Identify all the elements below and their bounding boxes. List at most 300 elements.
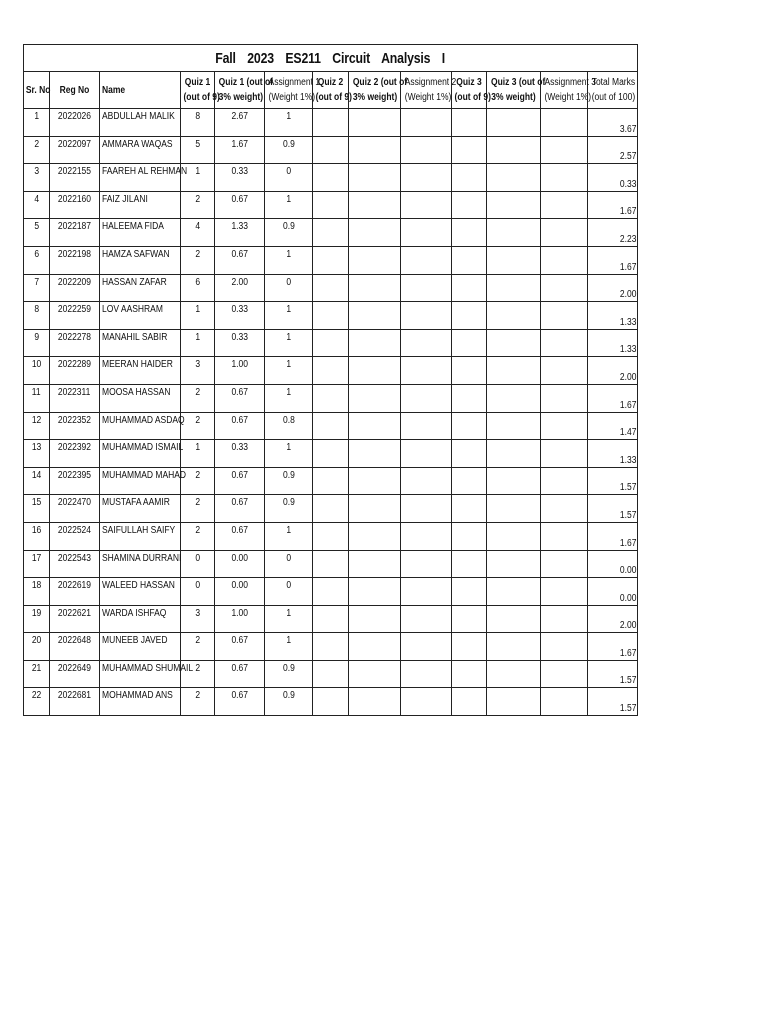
cell-total-marks: 2.57 — [588, 136, 638, 164]
cell-quiz2-weight — [349, 440, 401, 468]
cell-assignment3 — [541, 302, 588, 330]
cell-sr-no: 15 — [24, 495, 50, 523]
cell-assignment1: 0 — [265, 274, 313, 302]
cell-quiz2 — [313, 660, 349, 688]
cell-quiz2-weight — [349, 191, 401, 219]
cell-quiz3-weight — [487, 302, 541, 330]
cell-reg-no: 2022524 — [50, 522, 100, 550]
cell-quiz1-weight: 0.00 — [215, 578, 265, 606]
cell-quiz1: 2 — [181, 633, 215, 661]
cell-quiz2-weight — [349, 274, 401, 302]
cell-assignment2 — [401, 329, 452, 357]
cell-sr-no: 6 — [24, 246, 50, 274]
cell-sr-no: 20 — [24, 633, 50, 661]
cell-assignment2 — [401, 384, 452, 412]
cell-quiz1: 0 — [181, 578, 215, 606]
cell-reg-no: 2022155 — [50, 164, 100, 192]
table-row — [24, 384, 638, 412]
cell-sr-no: 14 — [24, 467, 50, 495]
cell-quiz2-weight — [349, 578, 401, 606]
cell-assignment3 — [541, 467, 588, 495]
cell-assignment1: 1 — [265, 605, 313, 633]
cell-quiz1-weight: 0.67 — [215, 384, 265, 412]
header-row — [24, 72, 638, 109]
cell-quiz1: 1 — [181, 164, 215, 192]
cell-total-marks: 1.47 — [588, 412, 638, 440]
cell-quiz3 — [452, 384, 487, 412]
cell-total-marks: 1.33 — [588, 302, 638, 330]
cell-assignment2 — [401, 522, 452, 550]
table-row — [24, 605, 638, 633]
cell-assignment1: 1 — [265, 109, 313, 137]
cell-quiz2 — [313, 191, 349, 219]
cell-quiz1: 5 — [181, 136, 215, 164]
cell-quiz3 — [452, 467, 487, 495]
cell-quiz2 — [313, 357, 349, 385]
cell-quiz3-weight — [487, 660, 541, 688]
cell-assignment1: 0 — [265, 550, 313, 578]
cell-assignment3 — [541, 412, 588, 440]
cell-quiz1: 2 — [181, 384, 215, 412]
cell-quiz3-weight — [487, 357, 541, 385]
cell-quiz2 — [313, 578, 349, 606]
header-quiz1: Quiz 1 (out of 9) — [181, 72, 215, 109]
cell-quiz3-weight — [487, 550, 541, 578]
cell-assignment2 — [401, 246, 452, 274]
cell-reg-no: 2022289 — [50, 357, 100, 385]
cell-assignment1: 1 — [265, 440, 313, 468]
cell-quiz1: 3 — [181, 357, 215, 385]
cell-total-marks: 0.00 — [588, 550, 638, 578]
cell-quiz1-weight: 0.67 — [215, 633, 265, 661]
cell-quiz3 — [452, 495, 487, 523]
cell-quiz2-weight — [349, 302, 401, 330]
cell-assignment1: 0.9 — [265, 660, 313, 688]
cell-quiz3-weight — [487, 164, 541, 192]
cell-total-marks: 1.67 — [588, 384, 638, 412]
cell-reg-no: 2022278 — [50, 329, 100, 357]
cell-name: MUNEEB JAVED — [100, 633, 181, 661]
cell-quiz1: 2 — [181, 522, 215, 550]
cell-quiz2-weight — [349, 522, 401, 550]
cell-assignment1: 1 — [265, 384, 313, 412]
cell-quiz2 — [313, 384, 349, 412]
cell-quiz2-weight — [349, 688, 401, 716]
cell-name: AMMARA WAQAS — [100, 136, 181, 164]
cell-assignment3 — [541, 522, 588, 550]
cell-total-marks: 1.67 — [588, 522, 638, 550]
cell-assignment3 — [541, 633, 588, 661]
cell-quiz1-weight: 1.67 — [215, 136, 265, 164]
cell-total-marks: 2.00 — [588, 357, 638, 385]
cell-assignment1: 1 — [265, 522, 313, 550]
cell-assignment3 — [541, 384, 588, 412]
cell-quiz1: 4 — [181, 219, 215, 247]
table-row — [24, 191, 638, 219]
cell-quiz2-weight — [349, 329, 401, 357]
cell-reg-no: 2022209 — [50, 274, 100, 302]
cell-sr-no: 1 — [24, 109, 50, 137]
cell-quiz3 — [452, 136, 487, 164]
cell-reg-no: 2022026 — [50, 109, 100, 137]
cell-quiz2-weight — [349, 357, 401, 385]
table-row — [24, 329, 638, 357]
cell-name: MUHAMMAD ASDAQ — [100, 412, 181, 440]
cell-sr-no: 11 — [24, 384, 50, 412]
table-row — [24, 412, 638, 440]
cell-name: MUSTAFA AAMIR — [100, 495, 181, 523]
cell-quiz3-weight — [487, 246, 541, 274]
header-quiz2-weight: Quiz 2 (out of 3% weight) — [349, 72, 401, 109]
header-quiz1-weight: Quiz 1 (out of 3% weight) — [215, 72, 265, 109]
cell-assignment1: 0.9 — [265, 688, 313, 716]
table-row — [24, 633, 638, 661]
course-name: Circuit Analysis I — [332, 49, 446, 67]
cell-sr-no: 12 — [24, 412, 50, 440]
cell-quiz3-weight — [487, 136, 541, 164]
cell-quiz1-weight: 0.67 — [215, 522, 265, 550]
cell-quiz3-weight — [487, 605, 541, 633]
cell-assignment2 — [401, 412, 452, 440]
cell-sr-no: 5 — [24, 219, 50, 247]
cell-reg-no: 2022352 — [50, 412, 100, 440]
table-row — [24, 164, 638, 192]
table-row — [24, 440, 638, 468]
cell-quiz2-weight — [349, 495, 401, 523]
cell-assignment1: 1 — [265, 246, 313, 274]
cell-total-marks: 2.23 — [588, 219, 638, 247]
cell-quiz2-weight — [349, 412, 401, 440]
cell-quiz1: 2 — [181, 191, 215, 219]
cell-quiz2-weight — [349, 246, 401, 274]
cell-quiz2-weight — [349, 467, 401, 495]
table-row — [24, 274, 638, 302]
cell-assignment3 — [541, 109, 588, 137]
cell-assignment1: 1 — [265, 191, 313, 219]
cell-quiz2 — [313, 467, 349, 495]
cell-quiz2 — [313, 109, 349, 137]
cell-name: FAIZ JILANI — [100, 191, 181, 219]
cell-quiz2-weight — [349, 605, 401, 633]
cell-quiz3-weight — [487, 384, 541, 412]
cell-reg-no: 2022681 — [50, 688, 100, 716]
cell-quiz1: 8 — [181, 109, 215, 137]
sheet-title — [24, 45, 638, 72]
cell-sr-no: 7 — [24, 274, 50, 302]
cell-quiz2 — [313, 136, 349, 164]
cell-quiz1: 2 — [181, 467, 215, 495]
table-row — [24, 495, 638, 523]
cell-quiz3 — [452, 329, 487, 357]
cell-assignment3 — [541, 329, 588, 357]
cell-quiz2 — [313, 246, 349, 274]
cell-quiz1: 2 — [181, 660, 215, 688]
header-assignment3: Assignment 3 (Weight 1%) — [541, 72, 588, 109]
cell-quiz3-weight — [487, 633, 541, 661]
cell-assignment2 — [401, 660, 452, 688]
cell-assignment2 — [401, 191, 452, 219]
cell-quiz1-weight: 0.00 — [215, 550, 265, 578]
cell-assignment1: 0.9 — [265, 136, 313, 164]
cell-quiz1: 2 — [181, 246, 215, 274]
cell-quiz2 — [313, 633, 349, 661]
cell-quiz2 — [313, 274, 349, 302]
cell-total-marks: 1.67 — [588, 191, 638, 219]
cell-assignment3 — [541, 357, 588, 385]
term-label: Fall 2023 — [215, 49, 275, 67]
cell-quiz3 — [452, 605, 487, 633]
cell-quiz2 — [313, 550, 349, 578]
cell-reg-no: 2022160 — [50, 191, 100, 219]
cell-total-marks: 1.57 — [588, 688, 638, 716]
cell-sr-no: 10 — [24, 357, 50, 385]
cell-assignment2 — [401, 633, 452, 661]
cell-assignment1: 1 — [265, 633, 313, 661]
cell-quiz2 — [313, 688, 349, 716]
cell-name: HASSAN ZAFAR — [100, 274, 181, 302]
cell-total-marks: 2.00 — [588, 274, 638, 302]
cell-name: MUHAMMAD ISMAIL — [100, 440, 181, 468]
cell-quiz3-weight — [487, 495, 541, 523]
cell-assignment3 — [541, 550, 588, 578]
cell-quiz2 — [313, 605, 349, 633]
cell-assignment3 — [541, 191, 588, 219]
cell-sr-no: 18 — [24, 578, 50, 606]
cell-total-marks: 1.57 — [588, 495, 638, 523]
cell-assignment1: 1 — [265, 329, 313, 357]
cell-reg-no: 2022543 — [50, 550, 100, 578]
cell-assignment3 — [541, 219, 588, 247]
cell-quiz2-weight — [349, 219, 401, 247]
header-quiz3-weight: Quiz 3 (out of 3% weight) — [487, 72, 541, 109]
table-row — [24, 522, 638, 550]
cell-assignment2 — [401, 164, 452, 192]
cell-quiz3 — [452, 578, 487, 606]
cell-reg-no: 2022621 — [50, 605, 100, 633]
cell-sr-no: 2 — [24, 136, 50, 164]
cell-quiz3 — [452, 302, 487, 330]
cell-assignment2 — [401, 109, 452, 137]
cell-assignment2 — [401, 467, 452, 495]
cell-quiz2 — [313, 164, 349, 192]
cell-quiz1-weight: 0.33 — [215, 440, 265, 468]
cell-assignment3 — [541, 660, 588, 688]
cell-assignment3 — [541, 688, 588, 716]
table-row — [24, 302, 638, 330]
cell-quiz2 — [313, 440, 349, 468]
cell-quiz1: 2 — [181, 412, 215, 440]
cell-total-marks: 1.67 — [588, 633, 638, 661]
cell-quiz3-weight — [487, 191, 541, 219]
cell-sr-no: 8 — [24, 302, 50, 330]
cell-sr-no: 13 — [24, 440, 50, 468]
table-row — [24, 357, 638, 385]
cell-quiz2 — [313, 522, 349, 550]
cell-name: WALEED HASSAN — [100, 578, 181, 606]
cell-quiz1-weight: 0.67 — [215, 246, 265, 274]
cell-assignment1: 0.9 — [265, 219, 313, 247]
cell-assignment1: 0 — [265, 578, 313, 606]
header-sr-no: Sr. No — [24, 72, 50, 109]
cell-quiz2-weight — [349, 109, 401, 137]
cell-sr-no: 3 — [24, 164, 50, 192]
header-name: Name — [100, 72, 181, 109]
course-code: ES211 — [285, 49, 322, 67]
cell-quiz1: 6 — [181, 274, 215, 302]
cell-quiz3 — [452, 219, 487, 247]
cell-quiz3-weight — [487, 329, 541, 357]
cell-assignment1: 0.8 — [265, 412, 313, 440]
cell-name: MOOSA HASSAN — [100, 384, 181, 412]
cell-quiz1: 1 — [181, 440, 215, 468]
cell-name: MOHAMMAD ANS — [100, 688, 181, 716]
cell-quiz2-weight — [349, 550, 401, 578]
cell-quiz1-weight: 0.67 — [215, 412, 265, 440]
cell-name: ABDULLAH MALIK — [100, 109, 181, 137]
cell-assignment2 — [401, 605, 452, 633]
cell-reg-no: 2022648 — [50, 633, 100, 661]
header-reg-no: Reg No — [50, 72, 100, 109]
table-row — [24, 660, 638, 688]
cell-assignment1: 0.9 — [265, 467, 313, 495]
cell-reg-no: 2022187 — [50, 219, 100, 247]
cell-name: HALEEMA FIDA — [100, 219, 181, 247]
cell-assignment3 — [541, 164, 588, 192]
cell-name: SAIFULLAH SAIFY — [100, 522, 181, 550]
cell-quiz1-weight: 0.67 — [215, 688, 265, 716]
header-assignment2: Assignment 2 (Weight 1%) — [401, 72, 452, 109]
cell-quiz2-weight — [349, 136, 401, 164]
cell-quiz3 — [452, 412, 487, 440]
cell-reg-no: 2022649 — [50, 660, 100, 688]
cell-assignment3 — [541, 440, 588, 468]
cell-reg-no: 2022395 — [50, 467, 100, 495]
cell-assignment3 — [541, 578, 588, 606]
cell-sr-no: 21 — [24, 660, 50, 688]
cell-sr-no: 19 — [24, 605, 50, 633]
cell-quiz3-weight — [487, 109, 541, 137]
cell-assignment1: 0 — [265, 164, 313, 192]
cell-quiz3 — [452, 633, 487, 661]
cell-assignment2 — [401, 357, 452, 385]
cell-quiz1: 1 — [181, 302, 215, 330]
cell-quiz2 — [313, 219, 349, 247]
cell-name: MUHAMMAD SHUMAIL — [100, 660, 181, 688]
cell-assignment3 — [541, 605, 588, 633]
cell-assignment3 — [541, 246, 588, 274]
table-row — [24, 219, 638, 247]
cell-total-marks: 2.00 — [588, 605, 638, 633]
cell-quiz2 — [313, 412, 349, 440]
cell-sr-no: 22 — [24, 688, 50, 716]
cell-reg-no: 2022097 — [50, 136, 100, 164]
cell-quiz3-weight — [487, 274, 541, 302]
cell-quiz3-weight — [487, 219, 541, 247]
cell-assignment3 — [541, 495, 588, 523]
cell-quiz3 — [452, 109, 487, 137]
table-row — [24, 136, 638, 164]
cell-name: MUHAMMAD MAHAD — [100, 467, 181, 495]
cell-quiz3-weight — [487, 522, 541, 550]
cell-name: LOV AASHRAM — [100, 302, 181, 330]
table-row — [24, 467, 638, 495]
cell-quiz1-weight: 0.67 — [215, 467, 265, 495]
cell-reg-no: 2022470 — [50, 495, 100, 523]
cell-assignment2 — [401, 550, 452, 578]
cell-quiz3 — [452, 660, 487, 688]
cell-quiz1-weight: 0.33 — [215, 329, 265, 357]
cell-reg-no: 2022392 — [50, 440, 100, 468]
cell-sr-no: 4 — [24, 191, 50, 219]
cell-quiz1-weight: 0.33 — [215, 302, 265, 330]
cell-quiz2 — [313, 495, 349, 523]
table-row — [24, 109, 638, 137]
cell-total-marks: 1.57 — [588, 660, 638, 688]
table-row — [24, 578, 638, 606]
header-total-marks: Total Marks (out of 100) — [588, 72, 638, 109]
cell-quiz1-weight: 0.67 — [215, 495, 265, 523]
title-row — [24, 45, 638, 72]
cell-quiz1-weight: 0.67 — [215, 191, 265, 219]
cell-quiz3-weight — [487, 440, 541, 468]
cell-name: HAMZA SAFWAN — [100, 246, 181, 274]
cell-sr-no: 17 — [24, 550, 50, 578]
cell-assignment2 — [401, 302, 452, 330]
cell-assignment3 — [541, 136, 588, 164]
table-row — [24, 246, 638, 274]
cell-quiz1: 3 — [181, 605, 215, 633]
cell-reg-no: 2022311 — [50, 384, 100, 412]
cell-quiz1: 2 — [181, 688, 215, 716]
cell-quiz3-weight — [487, 412, 541, 440]
cell-quiz3 — [452, 688, 487, 716]
cell-assignment2 — [401, 136, 452, 164]
cell-sr-no: 16 — [24, 522, 50, 550]
cell-sr-no: 9 — [24, 329, 50, 357]
cell-assignment2 — [401, 440, 452, 468]
cell-assignment1: 1 — [265, 302, 313, 330]
cell-quiz3 — [452, 164, 487, 192]
header-assignment1: Assignment 1 (Weight 1%) — [265, 72, 313, 109]
cell-name: FAAREH AL REHMAN — [100, 164, 181, 192]
cell-quiz1-weight: 1.00 — [215, 357, 265, 385]
cell-assignment2 — [401, 274, 452, 302]
cell-quiz3 — [452, 522, 487, 550]
cell-quiz1-weight: 0.67 — [215, 660, 265, 688]
cell-assignment2 — [401, 495, 452, 523]
cell-name: WARDA ISHFAQ — [100, 605, 181, 633]
cell-reg-no: 2022198 — [50, 246, 100, 274]
cell-quiz1-weight: 0.33 — [215, 164, 265, 192]
cell-quiz1-weight: 1.00 — [215, 605, 265, 633]
cell-quiz3-weight — [487, 688, 541, 716]
cell-quiz3 — [452, 550, 487, 578]
cell-total-marks: 1.33 — [588, 440, 638, 468]
cell-reg-no: 2022619 — [50, 578, 100, 606]
cell-quiz1: 0 — [181, 550, 215, 578]
cell-quiz3 — [452, 357, 487, 385]
cell-quiz2-weight — [349, 164, 401, 192]
header-quiz3: Quiz 3 (out of 9) — [452, 72, 487, 109]
cell-name: MEERAN HAIDER — [100, 357, 181, 385]
cell-quiz3 — [452, 191, 487, 219]
header-quiz2: Quiz 2 (out of 9) — [313, 72, 349, 109]
student-rows — [24, 109, 638, 716]
cell-reg-no: 2022259 — [50, 302, 100, 330]
cell-quiz3 — [452, 440, 487, 468]
cell-name: MANAHIL SABIR — [100, 329, 181, 357]
cell-total-marks: 0.33 — [588, 164, 638, 192]
